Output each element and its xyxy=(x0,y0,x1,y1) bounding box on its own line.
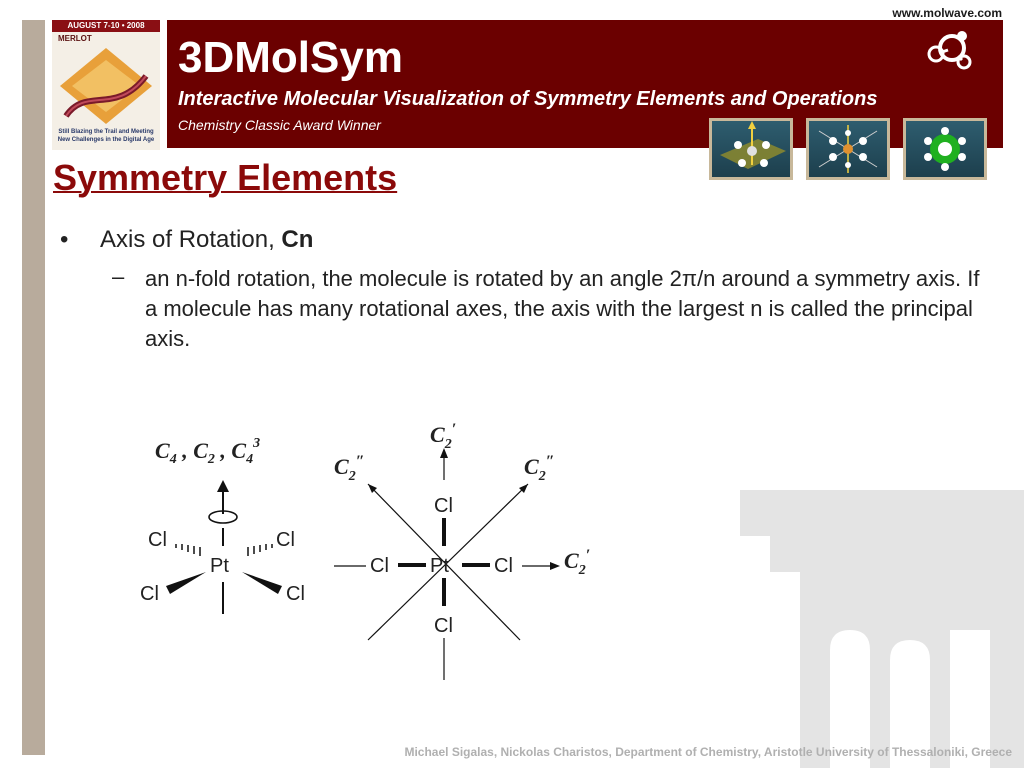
left-axis-label: $C_4$ , $C_2$ , $C_4^3$ xyxy=(155,436,261,467)
right-center-atom: Pt xyxy=(430,555,449,577)
column-watermark xyxy=(740,490,1024,768)
conference-logo xyxy=(52,20,160,150)
bullet-marker: • xyxy=(60,226,69,253)
sub-bullet-text: an n-fold rotation, the molecule is rotated by an angle 2π/n around a symmetry axis. If a molecule has many rotational axes, the axis with the largest n is called the principal axis. xyxy=(145,266,980,351)
ptcl4-symmetry-figure xyxy=(130,420,610,690)
app-subtitle: Interactive Molecular Visualization of Symmetry Elements and Operations xyxy=(178,88,878,110)
svg-text:Cl: Cl xyxy=(276,529,295,551)
bullet-text xyxy=(100,226,313,254)
svg-text:Cl: Cl xyxy=(148,529,167,551)
right-c2-double-prime-label: $C_2''$ xyxy=(524,453,555,484)
plane-molecule-icon xyxy=(712,121,790,177)
svg-text:Cl: Cl xyxy=(140,583,159,605)
svg-text:Cl: Cl xyxy=(286,583,305,605)
bullet-symbol: Cn xyxy=(281,226,314,253)
octahedral-molecule-icon xyxy=(809,121,887,177)
molecule-logo-icon xyxy=(922,26,976,74)
left-center-atom: Pt xyxy=(210,555,229,577)
svg-text:Cl: Cl xyxy=(434,615,453,637)
section-title: Symmetry Elements xyxy=(53,157,398,198)
molecule-thumbnail-2[interactable] xyxy=(806,118,890,180)
right-c2-prime-label: $C_2'$ xyxy=(564,547,591,578)
molecule-thumbnail-1[interactable] xyxy=(709,118,793,180)
top-c2-prime-label: $C_2'$ xyxy=(430,421,457,452)
app-title: 3DMolSym xyxy=(178,33,403,82)
site-url[interactable]: www.molwave.com xyxy=(892,6,1002,20)
svg-text:Cl: Cl xyxy=(434,495,453,517)
logo-date: AUGUST 7-10 • 2008 xyxy=(52,20,160,32)
bullet-label: Axis of Rotation, xyxy=(100,226,282,253)
left-c2-double-prime-label: $C_2''$ xyxy=(334,453,365,484)
award-text: Chemistry Classic Award Winner xyxy=(178,117,381,133)
molecule-thumbnail-3[interactable] xyxy=(903,118,987,180)
svg-text:Cl: Cl xyxy=(370,555,389,577)
left-decorative-bar xyxy=(22,20,45,755)
logo-graphic xyxy=(56,46,156,126)
ring-molecule-icon xyxy=(906,121,984,177)
logo-caption: Still Blazing the Trail and Meeting New Challenges in the Digital Age xyxy=(57,129,155,143)
logo-org: MERLOT xyxy=(58,34,92,43)
sub-bullet-marker: – xyxy=(112,264,125,289)
svg-text:Cl: Cl xyxy=(494,555,513,577)
footer-credits: Michael Sigalas, Nickolas Charistos, Department of Chemistry, Aristotle University of Thessaloniki, Greece xyxy=(404,745,1012,759)
